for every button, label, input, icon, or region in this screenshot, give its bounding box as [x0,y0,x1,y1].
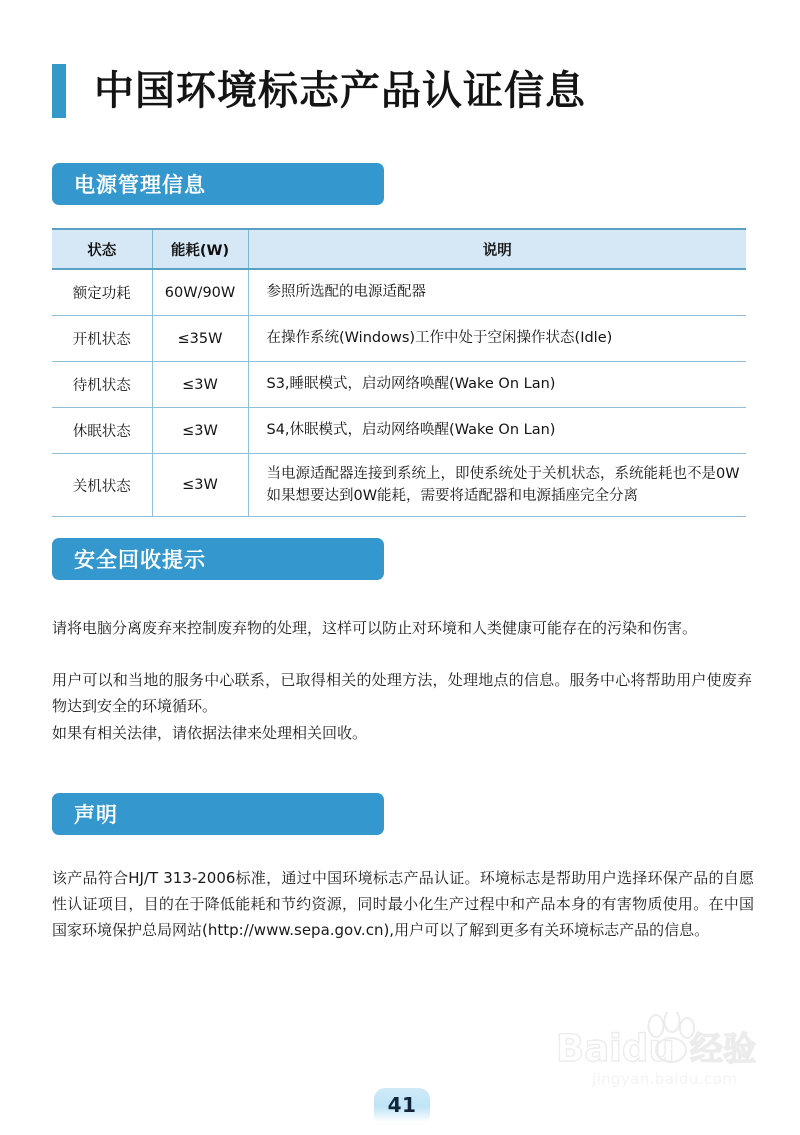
section-banner-declaration [52,793,384,835]
page-number-text: 41 [387,1093,417,1117]
table-row [52,316,746,362]
cell-power: ≤3W [152,362,248,408]
table-header-row [52,229,746,269]
declaration-paragraph: 该产品符合HJ/T 313-2006标准，通过中国环境标志产品认证。环境标志是帮助用户选择环保产品的自愿性认证项目，目的在于降低能耗和节约资源，同时最小化生产过程中和产品本身的有害物质使用。在中国国家环境保护总局网站(http://www.sepa.gov.cn),用户可以了解到更多有关环境标志产品的信息。 [52,869,754,939]
cell-description: 当电源适配器连接到系统上，即使系统处于关机状态，系统能耗也不是0W 如果想要达到0W能耗，需要将适配器和电源插座完全分离 [248,454,746,517]
page-title-text: 中国环境标志产品认证信息 [94,68,586,114]
section-banner-label: 电源管理信息 [74,173,206,197]
watermark-brand: Baidu [556,1027,675,1070]
section-banner-label: 声明 [74,803,118,827]
section-banner-label: 安全回收提示 [74,548,206,572]
power-management-table [52,228,746,517]
power-management-table-container [52,228,746,517]
cell-state: 关机状态 [52,454,152,517]
cell-description: S4,休眠模式，启动网络唤醒(Wake On Lan) [248,408,746,454]
column-header-state: 状态 [52,229,152,269]
table-row [52,269,746,316]
cell-description: S3,睡眠模式，启动网络唤醒(Wake On Lan) [248,362,746,408]
cell-state: 开机状态 [52,316,152,362]
cell-power: ≤3W [152,408,248,454]
page-title [52,64,586,118]
cell-state: 额定功耗 [52,269,152,316]
watermark-brand-cn: 经验 [690,1029,756,1068]
section-banner-safe-recycling [52,538,384,580]
page-number-badge [374,1088,430,1122]
cell-state: 待机状态 [52,362,152,408]
baidu-watermark [556,1012,788,1092]
recycling-paragraph-2: 用户可以和当地的服务中心联系，已取得相关的处理方法，处理地点的信息。服务中心将帮助用户使废弃物达到安全的环境循环。 [52,671,752,715]
section-banner-power-management [52,163,384,205]
table-row [52,362,746,408]
table-row [52,454,746,517]
title-accent-bar [52,64,66,118]
cell-description: 在操作系统(Windows)工作中处于空闲操作状态(Idle) [248,316,746,362]
recycling-paragraph-3: 如果有相关法律，请依据法律来处理相关回收。 [52,724,368,742]
cell-state: 休眠状态 [52,408,152,454]
cell-power: ≤35W [152,316,248,362]
cell-description: 参照所选配的电源适配器 [248,269,746,316]
cell-power: ≤3W [152,454,248,517]
recycling-paragraph-1: 请将电脑分离废弃来控制废弃物的处理，这样可以防止对环境和人类健康可能存在的污染和伤害。 [52,619,698,637]
watermark-url: jingyan.baidu.com [592,1070,738,1088]
column-header-power: 能耗(W) [152,229,248,269]
cell-power: 60W/90W [152,269,248,316]
column-header-description: 说明 [248,229,746,269]
table-row [52,408,746,454]
